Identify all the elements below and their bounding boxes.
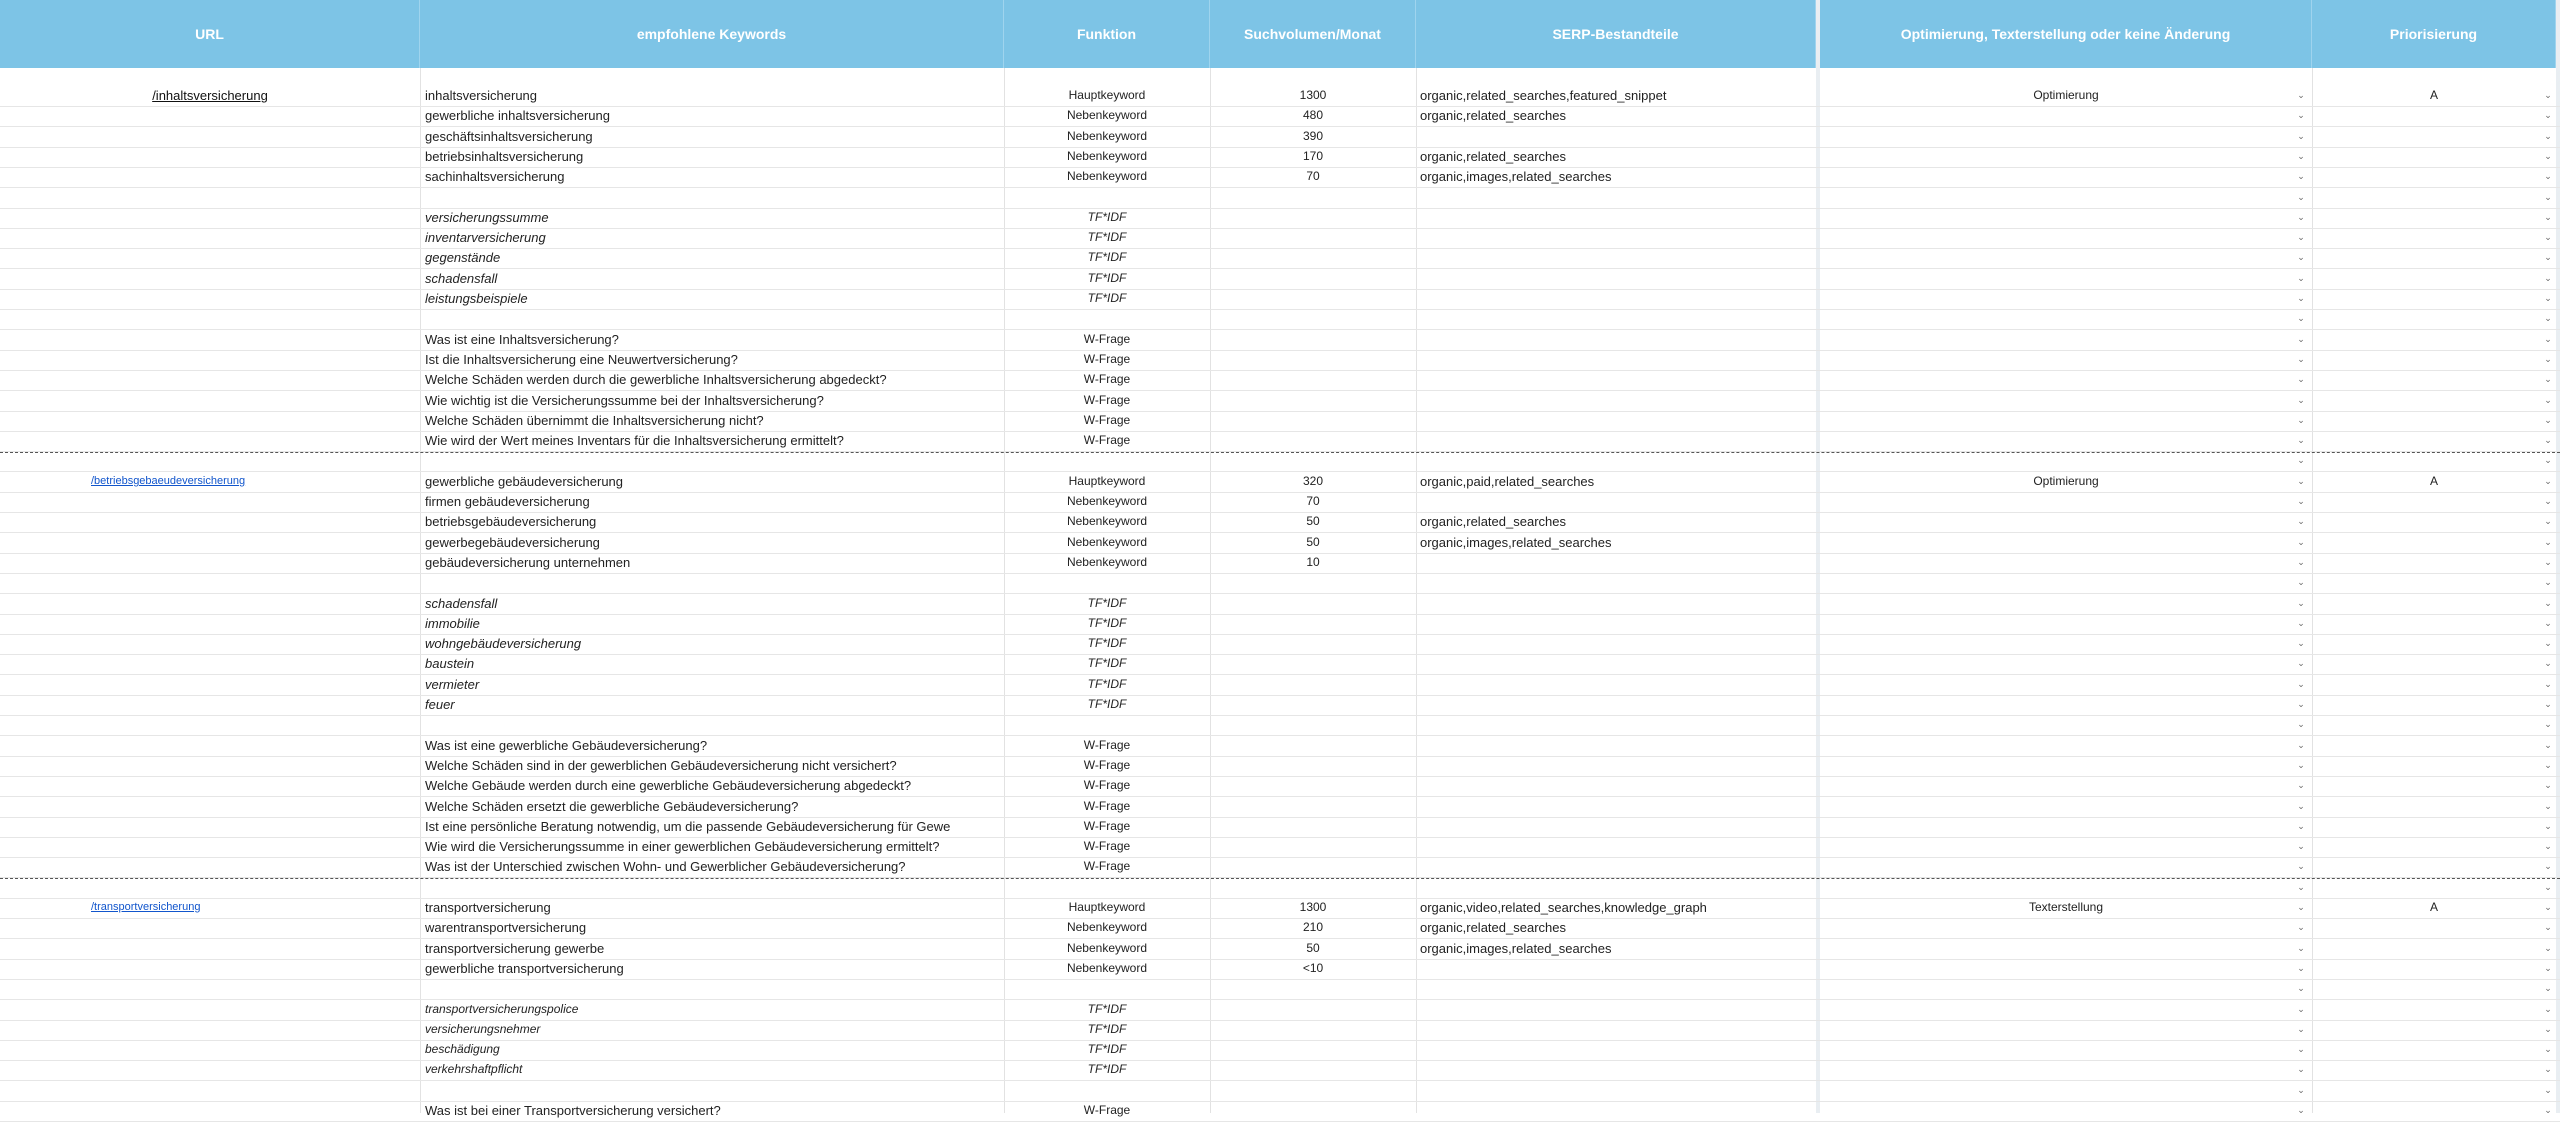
keyword-cell[interactable]: Ist die Inhaltsversicherung eine Neuwertversicherung? [425, 352, 738, 367]
keyword-cell[interactable]: Was ist der Unterschied zwischen Wohn- und Gewerblicher Gebäudeversicherung? [425, 859, 906, 874]
chevron-down-icon[interactable]: ⌄ [2297, 740, 2305, 750]
row-gridline [0, 593, 2560, 594]
keyword-cell[interactable]: warentransportversicherung [425, 920, 587, 935]
keyword-cell[interactable]: betriebsinhaltsversicherung [425, 149, 584, 164]
chevron-down-icon[interactable]: ⌄ [2544, 801, 2552, 811]
chevron-down-icon[interactable]: ⌄ [2544, 1004, 2552, 1014]
keyword-cell[interactable]: gewerbliche transportversicherung [425, 961, 624, 976]
row-gridline [0, 1040, 2560, 1041]
row-gridline [0, 776, 2560, 777]
chevron-down-icon[interactable]: ⌄ [2297, 780, 2305, 790]
row-gridline [0, 248, 2560, 249]
chevron-down-icon[interactable]: ⌄ [2297, 1024, 2305, 1034]
volume-cell[interactable]: 10 [1306, 555, 1320, 569]
chevron-down-icon[interactable]: ⌄ [2544, 841, 2552, 851]
url-cell[interactable]: /inhaltsversicherung [152, 88, 268, 103]
funktion-cell[interactable]: Nebenkeyword [1066, 535, 1148, 549]
volume-cell[interactable]: 1300 [1299, 88, 1327, 102]
chevron-down-icon[interactable]: ⌄ [2544, 252, 2552, 262]
keyword-cell[interactable]: Wie wichtig ist die Versicherungssumme bei der Inhaltsversicherung? [425, 393, 824, 408]
chevron-down-icon[interactable]: ⌄ [2544, 922, 2552, 932]
chevron-down-icon[interactable]: ⌄ [2544, 618, 2552, 628]
chevron-down-icon[interactable]: ⌄ [2544, 537, 2552, 547]
chevron-down-icon[interactable]: ⌄ [2544, 313, 2552, 323]
chevron-down-icon[interactable]: ⌄ [2544, 273, 2552, 283]
chevron-down-icon[interactable]: ⌄ [2297, 861, 2305, 871]
funktion-cell[interactable]: Nebenkeyword [1066, 494, 1148, 508]
chevron-down-icon[interactable]: ⌄ [2297, 110, 2305, 120]
chevron-down-icon[interactable]: ⌄ [2297, 699, 2305, 709]
header-url[interactable] [0, 0, 420, 68]
chevron-down-icon[interactable]: ⌄ [2544, 1024, 2552, 1034]
funktion-cell[interactable]: TF*IDF [1087, 271, 1127, 285]
serp-cell[interactable]: organic,images,related_searches [1420, 535, 1612, 550]
keyword-cell[interactable]: Was ist eine gewerbliche Gebäudeversicherung? [425, 738, 708, 753]
volume-cell[interactable]: 320 [1302, 474, 1324, 488]
funktion-cell[interactable]: TF*IDF [1087, 1002, 1127, 1016]
volume-cell[interactable]: 1300 [1299, 900, 1327, 914]
serp-cell[interactable]: organic,related_searches,featured_snippet [1420, 88, 1667, 103]
funktion-cell[interactable]: TF*IDF [1087, 656, 1127, 670]
row-gridline [0, 187, 2560, 188]
chevron-down-icon[interactable]: ⌄ [2297, 618, 2305, 628]
row-gridline [0, 431, 2560, 432]
chevron-down-icon[interactable]: ⌄ [2297, 252, 2305, 262]
header-optimierung-label: Optimierung, Texterstellung oder keine Änderung [1900, 26, 2231, 42]
chevron-down-icon[interactable]: ⌄ [2297, 719, 2305, 729]
volume-cell[interactable]: 50 [1306, 941, 1320, 955]
keyword-cell[interactable]: vermieter [425, 677, 480, 692]
volume-cell[interactable]: 390 [1302, 129, 1324, 143]
chevron-down-icon[interactable]: ⌄ [2544, 699, 2552, 709]
chevron-down-icon[interactable]: ⌄ [2544, 516, 2552, 526]
chevron-down-icon[interactable]: ⌄ [2544, 983, 2552, 993]
optimierung-dropdown[interactable]: Optimierung [2033, 474, 2099, 488]
keyword-cell[interactable]: Was ist bei einer Transportversicherung versichert? [425, 1103, 721, 1118]
row-gridline [0, 837, 2560, 838]
keyword-cell[interactable]: gewerbegebäudeversicherung [425, 535, 600, 550]
row-gridline [0, 756, 2560, 757]
chevron-down-icon[interactable]: ⌄ [2544, 476, 2552, 486]
chevron-down-icon[interactable]: ⌄ [2544, 334, 2552, 344]
row-gridline [0, 634, 2560, 635]
funktion-cell[interactable]: Hauptkeyword [1068, 88, 1146, 102]
chevron-down-icon[interactable]: ⌄ [2544, 760, 2552, 770]
chevron-down-icon[interactable]: ⌄ [2544, 151, 2552, 161]
chevron-down-icon[interactable]: ⌄ [2544, 455, 2552, 465]
chevron-down-icon[interactable]: ⌄ [2297, 1004, 2305, 1014]
volume-cell[interactable]: 210 [1302, 920, 1324, 934]
serp-cell[interactable]: organic,video,related_searches,knowledge_graph [1420, 900, 1707, 915]
keyword-cell[interactable]: Welche Gebäude werden durch eine gewerbliche Gebäudeversicherung abgedeckt? [425, 778, 912, 793]
chevron-down-icon[interactable]: ⌄ [2544, 435, 2552, 445]
keyword-cell[interactable]: Welche Schäden ersetzt die gewerbliche Gebäudeversicherung? [425, 799, 799, 814]
keyword-cell[interactable]: gebäudeversicherung unternehmen [425, 555, 631, 570]
chevron-down-icon[interactable]: ⌄ [2297, 171, 2305, 181]
serp-cell[interactable]: organic,images,related_searches [1420, 941, 1612, 956]
header-serp[interactable] [1416, 0, 1816, 68]
chevron-down-icon[interactable]: ⌄ [2544, 943, 2552, 953]
chevron-down-icon[interactable]: ⌄ [2297, 476, 2305, 486]
chevron-down-icon[interactable]: ⌄ [2544, 557, 2552, 567]
funktion-cell[interactable]: W-Frage [1083, 738, 1131, 752]
row-gridline [0, 1080, 2560, 1081]
optimierung-dropdown[interactable]: Optimierung [2033, 88, 2099, 102]
funktion-cell[interactable]: Hauptkeyword [1068, 474, 1146, 488]
funktion-cell[interactable]: Nebenkeyword [1066, 108, 1148, 122]
keyword-cell[interactable]: versicherungsnehmer [425, 1022, 541, 1036]
keyword-cell[interactable]: transportversicherung gewerbe [425, 941, 605, 956]
volume-cell[interactable]: 70 [1306, 494, 1320, 508]
chevron-down-icon[interactable]: ⌄ [2544, 496, 2552, 506]
chevron-down-icon[interactable]: ⌄ [2297, 496, 2305, 506]
row-gridline [0, 614, 2560, 615]
funktion-cell[interactable]: TF*IDF [1087, 250, 1127, 264]
header-priorisierung[interactable] [2312, 0, 2556, 68]
chevron-down-icon[interactable]: ⌄ [2544, 821, 2552, 831]
header-funktion-label: Funktion [1076, 26, 1137, 42]
chevron-down-icon[interactable]: ⌄ [2297, 1085, 2305, 1095]
row-gridline [0, 796, 2560, 797]
keyword-cell[interactable]: inventarversicherung [425, 230, 546, 245]
keyword-cell[interactable]: beschädigung [425, 1042, 500, 1056]
chevron-down-icon[interactable]: ⌄ [2297, 537, 2305, 547]
funktion-cell[interactable]: TF*IDF [1087, 210, 1127, 224]
funktion-cell[interactable]: W-Frage [1083, 332, 1131, 346]
funktion-cell[interactable]: W-Frage [1083, 433, 1131, 447]
section-separator [0, 878, 2560, 879]
keyword-cell[interactable]: baustein [425, 656, 475, 671]
row-gridline [0, 735, 2560, 736]
serp-cell[interactable]: organic,related_searches [1420, 514, 1566, 529]
row-gridline [0, 817, 2560, 818]
funktion-cell[interactable]: W-Frage [1083, 393, 1131, 407]
section-separator [0, 452, 2560, 453]
chevron-down-icon[interactable]: ⌄ [2297, 151, 2305, 161]
serp-cell[interactable]: organic,images,related_searches [1420, 169, 1612, 184]
funktion-cell[interactable]: TF*IDF [1087, 1062, 1127, 1076]
row-gridline [0, 309, 2560, 310]
chevron-down-icon[interactable]: ⌄ [2297, 192, 2305, 202]
row-gridline [0, 228, 2560, 229]
chevron-down-icon[interactable]: ⌄ [2544, 90, 2552, 100]
chevron-down-icon[interactable]: ⌄ [2297, 902, 2305, 912]
chevron-down-icon[interactable]: ⌄ [2544, 171, 2552, 181]
serp-cell[interactable]: organic,related_searches [1420, 149, 1566, 164]
funktion-cell[interactable]: W-Frage [1083, 758, 1131, 772]
keyword-cell[interactable]: inhaltsversicherung [425, 88, 538, 103]
keyword-cell[interactable]: transportversicherung [425, 900, 551, 915]
funktion-cell[interactable]: Hauptkeyword [1068, 900, 1146, 914]
priorisierung-dropdown[interactable]: A [2429, 900, 2438, 914]
keyword-cell[interactable]: Was ist eine Inhaltsversicherung? [425, 332, 619, 347]
chevron-down-icon[interactable]: ⌄ [2297, 983, 2305, 993]
chevron-down-icon[interactable]: ⌄ [2297, 760, 2305, 770]
chevron-down-icon[interactable]: ⌄ [2544, 658, 2552, 668]
keyword-cell[interactable]: transportversicherungspolice [425, 1002, 579, 1016]
keyword-cell[interactable]: gegenstände [425, 250, 501, 265]
funktion-cell[interactable]: TF*IDF [1087, 677, 1127, 691]
funktion-cell[interactable]: Nebenkeyword [1066, 941, 1148, 955]
keyword-cell[interactable]: Ist eine persönliche Beratung notwendig, um die passende Gebäudeversicherung für Gewe [425, 819, 951, 834]
chevron-down-icon[interactable]: ⌄ [2544, 902, 2552, 912]
chevron-down-icon[interactable]: ⌄ [2544, 110, 2552, 120]
chevron-down-icon[interactable]: ⌄ [2544, 395, 2552, 405]
header-volume[interactable] [1210, 0, 1416, 68]
keyword-cell[interactable]: sachinhaltsversicherung [425, 169, 565, 184]
chevron-down-icon[interactable]: ⌄ [2297, 415, 2305, 425]
chevron-down-icon[interactable]: ⌄ [2297, 577, 2305, 587]
funktion-cell[interactable]: W-Frage [1083, 778, 1131, 792]
chevron-down-icon[interactable]: ⌄ [2544, 1105, 2552, 1115]
funktion-cell[interactable]: W-Frage [1083, 819, 1131, 833]
header-optimierung[interactable] [1820, 0, 2312, 68]
chevron-down-icon[interactable]: ⌄ [2297, 374, 2305, 384]
header-volume-label: Suchvolumen/Monat [1244, 26, 1381, 42]
header-priorisierung-label: Priorisierung [2389, 26, 2478, 42]
priorisierung-dropdown[interactable]: A [2429, 474, 2438, 488]
row-gridline [0, 350, 2560, 351]
row-gridline [0, 715, 2560, 716]
funktion-cell[interactable]: TF*IDF [1087, 596, 1127, 610]
chevron-down-icon[interactable]: ⌄ [2297, 313, 2305, 323]
row-gridline [0, 1060, 2560, 1061]
chevron-down-icon[interactable]: ⌄ [2297, 943, 2305, 953]
chevron-down-icon[interactable]: ⌄ [2544, 192, 2552, 202]
chevron-down-icon[interactable]: ⌄ [2544, 232, 2552, 242]
volume-cell[interactable]: <10 [1302, 961, 1324, 975]
chevron-down-icon[interactable]: ⌄ [2544, 293, 2552, 303]
keyword-cell[interactable]: wohngebäudeversicherung [425, 636, 582, 651]
volume-cell[interactable]: 50 [1306, 535, 1320, 549]
keyword-cell[interactable]: Welche Schäden werden durch die gewerbliche Inhaltsversicherung abgedeckt? [425, 372, 887, 387]
chevron-down-icon[interactable]: ⌄ [2297, 435, 2305, 445]
keyword-cell[interactable]: verkehrshaftpflicht [425, 1062, 523, 1076]
chevron-down-icon[interactable]: ⌄ [2297, 395, 2305, 405]
header-url-label: URL [195, 26, 224, 42]
chevron-down-icon[interactable]: ⌄ [2297, 557, 2305, 567]
volume-cell[interactable]: 50 [1306, 514, 1320, 528]
row-gridline [0, 411, 2560, 412]
row-gridline [0, 289, 2560, 290]
header-serp-label: SERP-Bestandteile [1552, 26, 1679, 42]
row-gridline [0, 695, 2560, 696]
chevron-down-icon[interactable]: ⌄ [2544, 374, 2552, 384]
priorisierung-dropdown[interactable]: A [2429, 88, 2438, 102]
optimierung-dropdown[interactable]: Texterstellung [2028, 900, 2104, 914]
header-keywords-label: empfohlene Keywords [636, 26, 787, 42]
keyword-cell[interactable]: firmen gebäudeversicherung [425, 494, 590, 509]
row-gridline [0, 654, 2560, 655]
serp-cell[interactable]: organic,related_searches [1420, 108, 1566, 123]
funktion-cell[interactable]: Nebenkeyword [1066, 129, 1148, 143]
chevron-down-icon[interactable]: ⌄ [2297, 638, 2305, 648]
funktion-cell[interactable]: TF*IDF [1087, 230, 1127, 244]
chevron-down-icon[interactable]: ⌄ [2544, 963, 2552, 973]
chevron-down-icon[interactable]: ⌄ [2544, 780, 2552, 790]
chevron-down-icon[interactable]: ⌄ [2297, 922, 2305, 932]
row-gridline [0, 573, 2560, 574]
chevron-down-icon[interactable]: ⌄ [2544, 354, 2552, 364]
chevron-down-icon[interactable]: ⌄ [2297, 841, 2305, 851]
keyword-cell[interactable]: gewerbliche inhaltsversicherung [425, 108, 610, 123]
row-gridline [0, 999, 2560, 1000]
funktion-cell[interactable]: Nebenkeyword [1066, 514, 1148, 528]
chevron-down-icon[interactable]: ⌄ [2297, 90, 2305, 100]
chevron-down-icon[interactable]: ⌄ [2297, 658, 2305, 668]
volume-cell[interactable]: 170 [1302, 149, 1324, 163]
chevron-down-icon[interactable]: ⌄ [2544, 415, 2552, 425]
chevron-down-icon[interactable]: ⌄ [2297, 679, 2305, 689]
chevron-down-icon[interactable]: ⌄ [2297, 963, 2305, 973]
funktion-cell[interactable]: W-Frage [1083, 859, 1131, 873]
row-gridline [0, 979, 2560, 980]
row-gridline [0, 208, 2560, 209]
chevron-down-icon[interactable]: ⌄ [2297, 1044, 2305, 1054]
serp-cell[interactable]: organic,paid,related_searches [1420, 474, 1595, 489]
keyword-cell[interactable]: leistungsbeispiele [425, 291, 528, 306]
chevron-down-icon[interactable]: ⌄ [2297, 882, 2305, 892]
chevron-down-icon[interactable]: ⌄ [2297, 232, 2305, 242]
url-cell[interactable]: /betriebsgebaeudeversicherung [91, 475, 246, 487]
funktion-cell[interactable]: TF*IDF [1087, 1022, 1127, 1036]
funktion-cell[interactable]: TF*IDF [1087, 291, 1127, 305]
column-gridline [2312, 68, 2313, 1113]
chevron-down-icon[interactable]: ⌄ [2544, 719, 2552, 729]
chevron-down-icon[interactable]: ⌄ [2297, 273, 2305, 283]
funktion-cell[interactable]: Nebenkeyword [1066, 920, 1148, 934]
funktion-cell[interactable]: Nebenkeyword [1066, 169, 1148, 183]
keyword-cell[interactable]: immobilie [425, 616, 480, 631]
funktion-cell[interactable]: W-Frage [1083, 372, 1131, 386]
keyword-cell[interactable]: Wie wird die Versicherungssumme in einer gewerblichen Gebäudeversicherung ermittelt? [425, 839, 940, 854]
header-funktion[interactable] [1004, 0, 1210, 68]
row-gridline [0, 1101, 2560, 1102]
serp-cell[interactable]: organic,related_searches [1420, 920, 1566, 935]
chevron-down-icon[interactable]: ⌄ [2544, 740, 2552, 750]
row-gridline [0, 390, 2560, 391]
funktion-cell[interactable]: W-Frage [1083, 352, 1131, 366]
funktion-cell[interactable]: W-Frage [1083, 1103, 1131, 1117]
keyword-cell[interactable]: feuer [425, 697, 455, 712]
chevron-down-icon[interactable]: ⌄ [2297, 334, 2305, 344]
funktion-cell[interactable]: Nebenkeyword [1066, 555, 1148, 569]
chevron-down-icon[interactable]: ⌄ [2544, 861, 2552, 871]
chevron-down-icon[interactable]: ⌄ [2544, 679, 2552, 689]
row-gridline [0, 1020, 2560, 1021]
row-gridline [0, 268, 2560, 269]
chevron-down-icon[interactable]: ⌄ [2297, 212, 2305, 222]
keyword-cell[interactable]: geschäftsinhaltsversicherung [425, 129, 593, 144]
keyword-cell[interactable]: versicherungssumme [425, 210, 549, 225]
volume-cell[interactable]: 70 [1306, 169, 1320, 183]
chevron-down-icon[interactable]: ⌄ [2544, 212, 2552, 222]
funktion-cell[interactable]: Nebenkeyword [1066, 961, 1148, 975]
keyword-cell[interactable]: schadensfall [425, 596, 498, 611]
chevron-down-icon[interactable]: ⌄ [2297, 598, 2305, 608]
chevron-down-icon[interactable]: ⌄ [2297, 1064, 2305, 1074]
row-gridline [0, 329, 2560, 330]
keyword-cell[interactable]: Wie wird der Wert meines Inventars für die Inhaltsversicherung ermittelt? [425, 433, 844, 448]
chevron-down-icon[interactable]: ⌄ [2297, 131, 2305, 141]
chevron-down-icon[interactable]: ⌄ [2544, 598, 2552, 608]
chevron-down-icon[interactable]: ⌄ [2544, 638, 2552, 648]
keyword-cell[interactable]: betriebsgebäudeversicherung [425, 514, 597, 529]
chevron-down-icon[interactable]: ⌄ [2297, 1105, 2305, 1115]
funktion-cell[interactable]: TF*IDF [1087, 1042, 1127, 1056]
chevron-down-icon[interactable]: ⌄ [2544, 1064, 2552, 1074]
row-gridline [0, 674, 2560, 675]
chevron-down-icon[interactable]: ⌄ [2544, 577, 2552, 587]
chevron-down-icon[interactable]: ⌄ [2544, 1085, 2552, 1095]
funktion-cell[interactable]: W-Frage [1083, 413, 1131, 427]
chevron-down-icon[interactable]: ⌄ [2297, 821, 2305, 831]
chevron-down-icon[interactable]: ⌄ [2544, 882, 2552, 892]
chevron-down-icon[interactable]: ⌄ [2297, 354, 2305, 364]
chevron-down-icon[interactable]: ⌄ [2297, 293, 2305, 303]
header-keywords[interactable] [420, 0, 1004, 68]
chevron-down-icon[interactable]: ⌄ [2297, 801, 2305, 811]
url-cell[interactable]: /transportversicherung [91, 901, 201, 913]
funktion-cell[interactable]: TF*IDF [1087, 697, 1127, 711]
keyword-cell[interactable]: schadensfall [425, 271, 498, 286]
funktion-cell[interactable]: TF*IDF [1087, 636, 1127, 650]
row-gridline [0, 370, 2560, 371]
chevron-down-icon[interactable]: ⌄ [2544, 131, 2552, 141]
chevron-down-icon[interactable]: ⌄ [2297, 455, 2305, 465]
keyword-cell[interactable]: Welche Schäden übernimmt die Inhaltsversicherung nicht? [425, 413, 764, 428]
keyword-cell[interactable]: gewerbliche gebäudeversicherung [425, 474, 624, 489]
keyword-cell[interactable]: Welche Schäden sind in der gewerblichen Gebäudeversicherung nicht versichert? [425, 758, 897, 773]
funktion-cell[interactable]: TF*IDF [1087, 616, 1127, 630]
row-gridline [0, 857, 2560, 858]
chevron-down-icon[interactable]: ⌄ [2297, 516, 2305, 526]
chevron-down-icon[interactable]: ⌄ [2544, 1044, 2552, 1054]
volume-cell[interactable]: 480 [1302, 108, 1324, 122]
funktion-cell[interactable]: Nebenkeyword [1066, 149, 1148, 163]
funktion-cell[interactable]: W-Frage [1083, 799, 1131, 813]
funktion-cell[interactable]: W-Frage [1083, 839, 1131, 853]
